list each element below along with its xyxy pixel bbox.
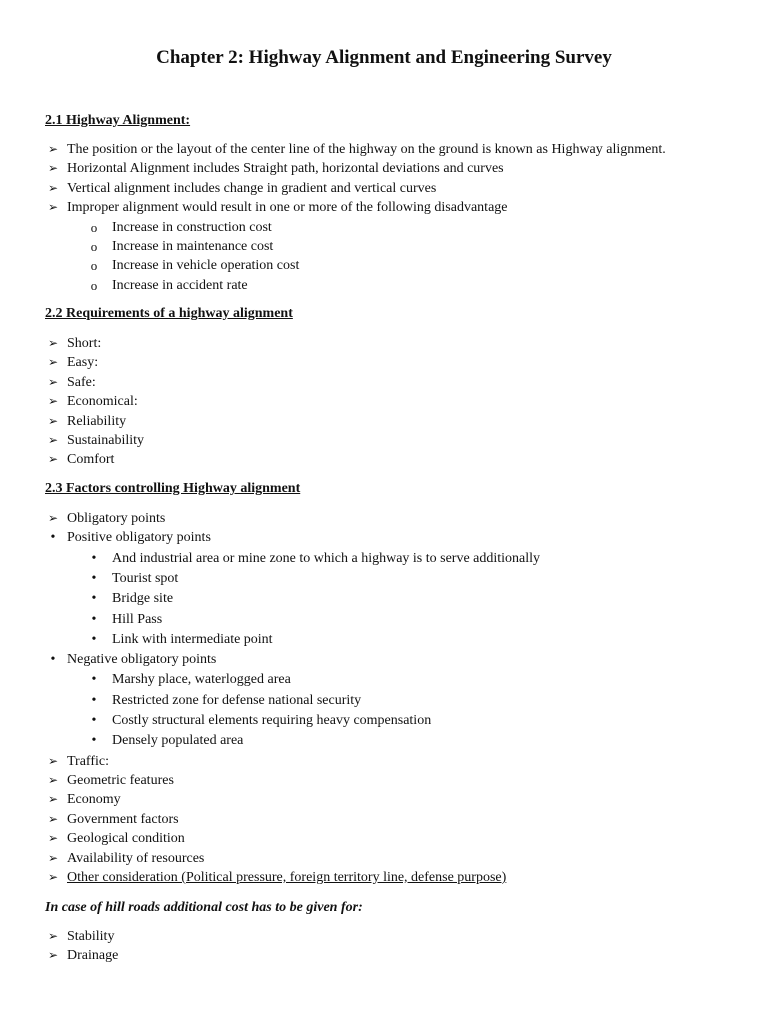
arrow-bullet-icon: ➢: [47, 831, 59, 846]
list-item: • Positive obligatory points: [0, 528, 768, 548]
list-item: ➢ Reliability: [0, 412, 768, 431]
circle-bullet-icon: o: [90, 258, 98, 274]
list-item: ➢ Safe:: [0, 373, 768, 392]
list-item: ➢ Government factors: [0, 810, 768, 829]
dot-bullet-icon: •: [91, 631, 97, 647]
arrow-bullet-icon: ➢: [47, 413, 59, 428]
arrow-bullet-icon: ➢: [47, 811, 59, 826]
arrow-bullet-icon: ➢: [47, 161, 59, 176]
dot-bullet-icon: •: [91, 733, 97, 749]
circle-bullet-icon: o: [90, 219, 98, 235]
dot-bullet-icon: •: [91, 550, 97, 566]
list-item: ➢ Vertical alignment includes change in gradient and vertical curves: [0, 179, 768, 198]
list-item: ➢ Geometric features: [0, 771, 768, 790]
arrow-bullet-icon: ➢: [47, 792, 59, 807]
arrow-bullet-icon: ➢: [47, 432, 59, 447]
list-item: ➢ Short:: [0, 334, 768, 353]
arrow-bullet-icon: ➢: [47, 374, 59, 389]
list-item: ➢ Economical:: [0, 392, 768, 411]
dot-bullet-icon: •: [91, 611, 97, 627]
dot-bullet-icon: •: [50, 530, 56, 546]
sub-list-item: • Restricted zone for defense national security: [0, 691, 768, 711]
arrow-bullet-icon: ➢: [47, 850, 59, 865]
dot-bullet-icon: •: [91, 570, 97, 586]
sub-list-item: • Densely populated area: [0, 731, 768, 751]
sub-list-item: • Bridge site: [0, 589, 768, 609]
arrow-bullet-icon: ➢: [47, 948, 59, 963]
circle-bullet-icon: o: [90, 277, 98, 293]
sub-list-item: • Link with intermediate point: [0, 630, 768, 650]
sub-list-item: o Increase in maintenance cost: [0, 237, 768, 256]
arrow-bullet-icon: ➢: [47, 355, 59, 370]
list-item: ➢ Obligatory points: [0, 509, 768, 528]
dot-bullet-icon: •: [50, 652, 56, 668]
arrow-bullet-icon: ➢: [47, 511, 59, 525]
list-item: ➢ Easy:: [0, 353, 768, 372]
list-item: ➢ Improper alignment would result in one or more of the following disadvantage: [0, 198, 768, 217]
list-item: ➢ Comfort: [0, 450, 768, 469]
list-item: ➢ Economy: [0, 790, 768, 809]
section-heading-2-3: 2.3 Factors controlling Highway alignment: [45, 481, 301, 496]
sub-list-item: o Increase in accident rate: [0, 276, 768, 295]
list-item: • Negative obligatory points: [0, 650, 768, 670]
list-item: ➢ Stability: [0, 927, 768, 946]
sub-list-item: • And industrial area or mine zone to which a highway is to serve additionally: [0, 549, 768, 569]
list-item: ➢ Sustainability: [0, 431, 768, 450]
list-item: ➢ Traffic:: [0, 752, 768, 771]
sub-list-item: • Marshy place, waterlogged area: [0, 670, 768, 690]
list-item: ➢ Geological condition: [0, 829, 768, 848]
alignment-list: [0, 140, 768, 295]
sub-list-item: o Increase in vehicle operation cost: [0, 256, 768, 275]
list-item: ➢ Other consideration (Political pressure, foreign territory line, defense purpose): [0, 868, 768, 887]
page-title: Chapter 2: Highway Alignment and Engineering Survey: [156, 47, 612, 68]
arrow-bullet-icon: ➢: [47, 200, 59, 215]
arrow-bullet-icon: ➢: [47, 452, 59, 467]
arrow-bullet-icon: ➢: [47, 180, 59, 195]
sub-list-item: • Costly structural elements requiring heavy compensation: [0, 711, 768, 731]
list-item: ➢ Horizontal Alignment includes Straight path, horizontal deviations and curves: [0, 159, 768, 178]
dot-bullet-icon: •: [91, 672, 97, 688]
factors-list: [0, 509, 768, 887]
arrow-bullet-icon: ➢: [47, 773, 59, 788]
requirements-list: [0, 334, 768, 470]
list-item: ➢ The position or the layout of the center line of the highway on the ground is known as Highway alignment.: [0, 140, 768, 159]
section-heading-2-2: 2.2 Requirements of a highway alignment: [45, 306, 293, 321]
dot-bullet-icon: •: [91, 692, 97, 708]
arrow-bullet-icon: ➢: [47, 336, 59, 350]
sub-list-item: o Increase in construction cost: [0, 218, 768, 237]
arrow-bullet-icon: ➢: [47, 929, 59, 943]
circle-bullet-icon: o: [90, 238, 98, 254]
dot-bullet-icon: •: [91, 591, 97, 607]
arrow-bullet-icon: ➢: [47, 142, 59, 156]
list-item: ➢ Availability of resources: [0, 849, 768, 868]
sub-list-item: • Tourist spot: [0, 569, 768, 589]
hill-roads-list: [0, 927, 768, 966]
list-item: ➢ Drainage: [0, 946, 768, 965]
arrow-bullet-icon: ➢: [47, 870, 59, 884]
dot-bullet-icon: •: [91, 713, 97, 729]
hill-roads-note: In case of hill roads additional cost has to be given for:: [45, 900, 363, 915]
arrow-bullet-icon: ➢: [47, 753, 59, 768]
section-heading-2-1: 2.1 Highway Alignment:: [45, 113, 191, 128]
arrow-bullet-icon: ➢: [47, 394, 59, 409]
sub-list-item: • Hill Pass: [0, 610, 768, 630]
